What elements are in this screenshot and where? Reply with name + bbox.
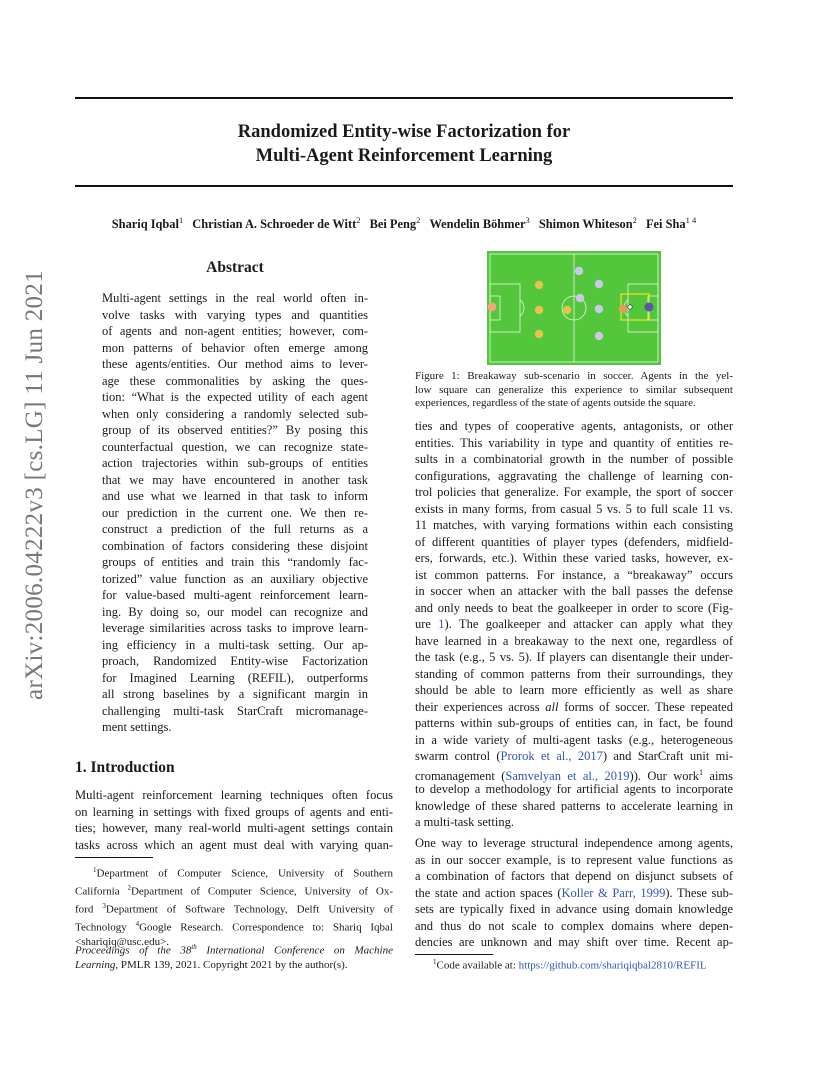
body-line: ties and types of cooperative agents, antagonists, or other [415,419,733,433]
title-line-1: Randomized Entity-wise Factorization for [237,122,571,142]
author [192,217,360,231]
abstract-line: challenging multi-task StarCraft micromanage- [102,703,368,718]
yellow-team-agent [563,306,571,314]
title-rule-top [75,97,733,99]
author-name: Shimon Whiteson [538,217,633,232]
author [112,217,183,231]
body-line: have learned in a breakaway to the next one, regardless of [415,633,733,648]
body-line: One way to leverage structural independence among agents, [415,836,733,850]
body-line [415,765,733,782]
body-line: 11 matches, with varying formations within each consisting [415,518,733,532]
author [429,217,529,231]
affiliation-text: Technology [75,921,136,934]
body-line: exists in many forms, from casual 5 vs. 5 to full scale 11 vs. [415,501,733,516]
right-column-paragraph [415,835,733,951]
body-line: standing of common patterns from their surroundings, they [415,666,733,681]
body-line: to develop a methodology for artificial agents to incorporate [415,782,733,796]
body-text: forms of soccer. These repeated [558,699,733,714]
affiliation-text: ford [75,903,103,916]
affiliation-line [75,917,393,935]
author-affiliation-mark: 2 [356,215,361,225]
body-text: ure [415,617,439,631]
affiliation-line: <shariqiq@usc.edu>. [75,936,170,949]
author-affiliation-mark: 2 [416,215,421,225]
footnote-rule [75,857,153,858]
body-text: ). These sub- [665,885,733,900]
purple-team-agent [575,267,583,275]
proceedings-text: Proceedings of the 38 [75,944,192,957]
soccer-ball [628,305,632,309]
title-line-2: Multi-Agent Reinforcement Learning [255,146,553,166]
introduction-line: tasks across which an agent must deal with varying quan- [75,837,393,852]
citation-link[interactable]: Prorok et al., 2017 [500,749,603,763]
abstract-line: groups of entities and train this “randomly fac- [102,555,368,569]
introduction-line: on learning in settings with fixed groups of agents and enti- [75,804,393,819]
abstract-line: and use what we learned in that task to inform [102,489,368,503]
yellow-team-agent [535,330,543,338]
author [539,217,637,231]
author [646,217,696,231]
author [370,217,421,231]
author-name: Bei Peng [369,217,417,232]
affiliation-text: Department of Computer Science, University of Ox- [130,885,393,898]
body-line: should be able to learn more efficiently as well as share [415,683,733,697]
footnote-rule [415,954,493,955]
body-line: sults in a combinatorial growth in the number of possible [415,452,733,466]
abstract-line: tion: “What is the expected utility of each agent [102,390,368,404]
body-line: the task (e.g., 5 vs. 5). If players can disentangle their under- [415,650,733,664]
abstract-line: torized” value function as an auxiliary objective [102,571,368,586]
abstract-heading: Abstract [206,259,264,276]
abstract-line: that we may have encountered in another task [102,472,368,487]
body-line [415,885,733,902]
purple-team-agent [595,332,603,340]
footnote-mark: 2 [127,884,131,893]
abstract-line: these agents/entities. Our method aims to lever- [102,357,368,371]
abstract-body [102,290,368,736]
abstract-line: construct a prediction of the full returns as a [102,522,368,536]
abstract-line: for Imagined Learning (REFIL), outperforms [102,670,368,685]
soccer-field-figure [487,251,661,365]
abstract-line: of agents and non-agent entities; however, com- [102,324,368,338]
affiliation-text: California [75,885,128,898]
abstract-line: action trajectories within sub-groups of entities [102,456,368,470]
proceedings-sup: th [191,943,197,951]
footnote-mark: 4 [135,920,140,929]
right-column-paragraph [415,418,733,831]
author-name: Fei Sha [645,217,686,232]
body-text: ) and StarCraft unit mi- [602,749,733,763]
abstract-line: when only considering a randomly selected sub- [102,406,368,421]
body-line: a combination of factors that depend on disjunct subsets of [415,869,733,883]
body-line: of different quantities of player types (defenders, midfield- [415,534,733,549]
body-line: patterns within sub-groups of entities can, in fact, be found [415,716,733,730]
body-line: as in our soccer example, is to represent value functions as [415,852,733,867]
abstract-line: for value-based multi-agent reinforcement learn- [102,588,368,602]
proceedings-text: International Conference on Machine [196,944,393,957]
emphasis-text: all [545,699,559,714]
abstract-line: proach, Randomized Entity-wise Factorization [102,654,368,668]
caption-line: experiences, regardless of the state of agents outside the square. [415,397,696,410]
citation-link[interactable]: Koller & Parr, 1999 [561,885,666,900]
purple-team-agent [576,294,584,302]
affiliation-line [75,881,393,899]
body-text: ). The goalkeeper and attacker can apply what they [444,617,734,631]
body-line [415,616,733,633]
orange-goalkeeper-agent [488,303,497,312]
abstract-line: leverage similarities across tasks to improve learn- [102,621,368,635]
abstract-line: ing. By doing so, our model can recognize and [102,604,368,619]
affiliation-line [75,899,393,917]
proceedings-line [75,958,393,972]
abstract-line: Multi-agent settings in the real world often in- [102,291,368,305]
body-line: entities. This variability in type and quantity of entities re- [415,435,733,450]
purple-team-agent [595,280,603,288]
body-line: trol policies that generalize. For example, the sport of soccer [415,485,733,499]
body-line: ist common patterns. For instance, a “breakaway” occurs [415,567,733,582]
body-text: )). Our work [629,768,699,783]
proceedings-text: Learning [75,959,116,972]
title-rule-bottom [75,185,733,187]
code-footnote [433,958,707,972]
citation-link[interactable]: Samvelyan et al., 2019 [505,768,630,783]
purple-team-agent [595,305,603,313]
footnote-mark[interactable]: 1 [698,767,703,777]
abstract-line: ing efficiency in a multi-task setting. Our ap- [102,637,368,652]
figure-caption [415,370,733,411]
affiliation-text: Department of Software Technology, Delft University of [105,903,394,916]
author-name: Wendelin Böhmer [429,217,526,232]
affiliations-footnote [75,863,393,950]
code-url-link[interactable]: https://github.com/shariqiqbal2810/REFIL [518,959,707,972]
affiliation-text: Department of Computer Science, University of Southern [96,867,393,880]
body-line: in a wide variety of multi-agent tasks (e.g., heterogeneous [415,732,733,747]
footnote-mark: 1 [93,866,97,874]
introduction-line: ties; however, many real-world multi-agent settings contain [75,821,393,835]
proceedings-line [75,940,393,958]
body-text: swarm control ( [415,749,501,763]
author-affiliation-mark: 3 [525,215,530,225]
abstract-line: ment settings. [102,720,172,734]
footnote-mark: 1 [433,958,437,966]
abstract-line: mon patterns of behavior often emerge among [102,340,368,355]
affiliation-line [75,863,393,881]
introduction-body [75,787,393,853]
body-line [415,699,733,716]
caption-line: low square can generalize this experience to similar subsequent [415,383,733,396]
body-line: and only needs to beat the goalkeeper in order to score (Fig- [415,600,733,615]
arxiv-stamp-text: arXiv:2006.04222v3 [cs.LG] 11 Jun 2021 [21,270,48,700]
paper-title [75,120,733,168]
abstract-line: age these commonalities by asking the ques- [102,373,368,388]
body-line: configurations, aggravating the challenge of learning con- [415,468,733,483]
body-line: and thus do not scale to complex domains where depen- [415,918,733,933]
body-line: knowledge of these shared patterns to accelerate learning in [415,798,733,813]
author-affiliation-mark: 1 [178,215,184,225]
introduction-line: Multi-agent reinforcement learning techniques often focus [75,788,393,802]
author-affiliation-mark: 2 [632,215,637,225]
yellow-team-agent [535,281,543,289]
body-line: sets are typically fixed in advance using domain knowledge [415,902,733,916]
body-line: dencies are unknown and may shift over time. Recent ap- [415,935,733,949]
abstract-line: our prediction in the current one. We then re- [102,505,368,520]
caption-line: Figure 1: Breakaway sub-scenario in soccer. Agents in the yel- [415,370,733,382]
abstract-line: all strong baselines by a significant margin in [102,687,368,701]
abstract-line: combination of factors considering these disjoint [102,538,368,553]
body-line: in soccer when an attacker with the ball passes the defense [415,584,733,598]
author-name: Christian A. Schroeder de Witt [192,217,357,232]
abstract-line: counterfactual question, we can recognize state- [102,439,368,454]
author-list [75,215,733,232]
figure-reference-link[interactable]: 1 [438,617,445,631]
yellow-team-agent [535,306,543,314]
body-text: aims [702,768,734,783]
footnote-text: Code available at: [436,959,519,972]
author-name: Shariq Iqbal [111,217,179,232]
body-line: a multi-task setting. [415,815,514,829]
footnote-mark: 3 [102,902,106,911]
proceedings-text: , PMLR 139, 2021. Copyright 2021 by the author(s). [115,959,348,972]
purple-goalkeeper-agent [645,303,654,312]
body-line [415,748,733,765]
body-line: ers, forwards, etc.). Within these varied tasks, however, ex- [415,551,733,565]
body-text: cromanagement ( [415,768,506,783]
proceedings-note [75,940,393,972]
body-text: the state and action spaces ( [415,885,562,900]
body-text: their experiences across [415,699,546,714]
introduction-heading: 1. Introduction [75,759,175,776]
affiliation-text: Google Research. Correspondence to: Shariq Iqbal [139,921,393,934]
abstract-line: volve tasks with varying types and quantities [102,307,368,322]
abstract-line: group of its observed entities?” By posing this [102,423,368,437]
author-affiliation-mark: 1 4 [685,215,697,225]
attacker-agent [619,305,627,313]
